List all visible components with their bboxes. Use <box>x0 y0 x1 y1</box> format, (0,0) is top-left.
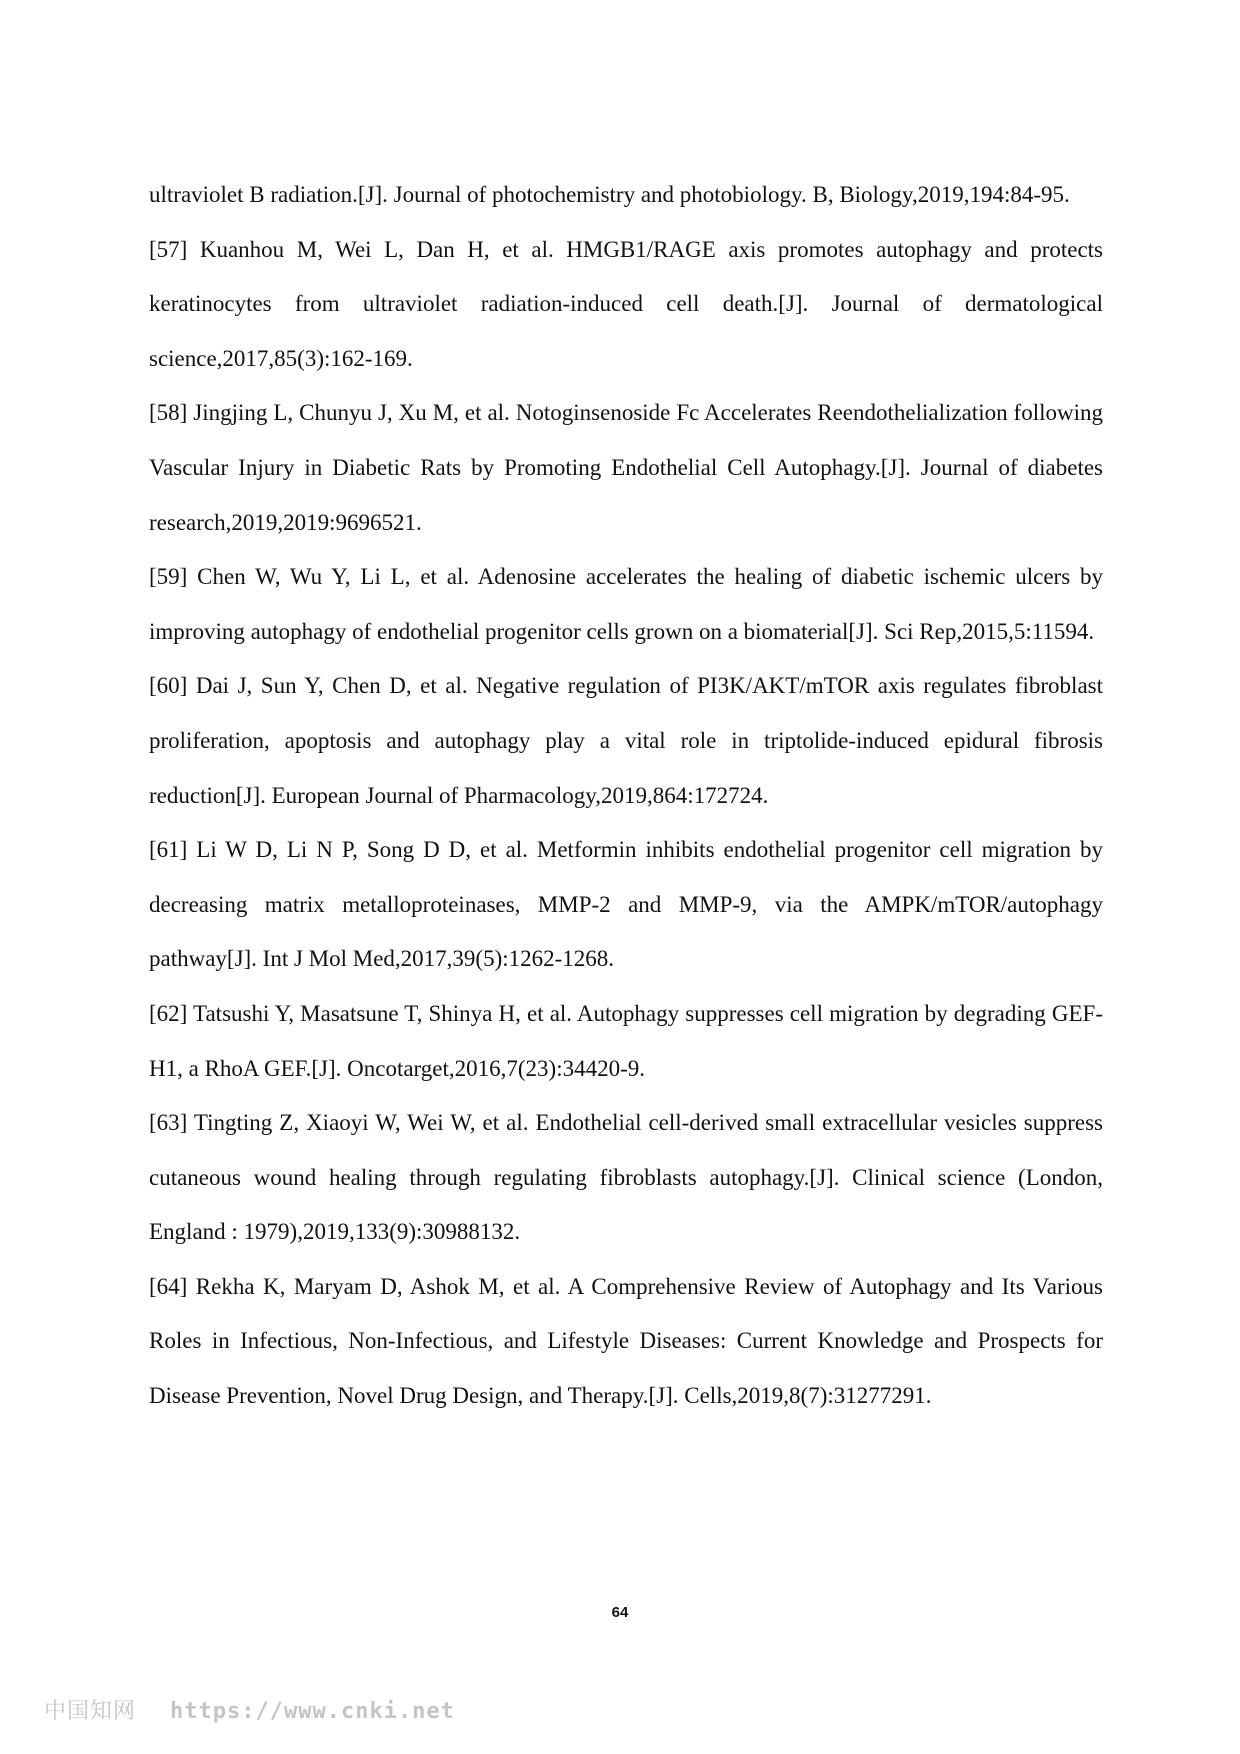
reference-entry-62: [62] Tatsushi Y, Masatsune T, Shinya H, et al. Autophagy suppresses cell migration by degrading GEF-H1, a RhoA GEF.[J]. Oncotarget,2016,7(23):34420-9. <box>149 1000 1103 1081</box>
reference-entry-57: [57] Kuanhou M, Wei L, Dan H, et al. HMGB1/RAGE axis promotes autophagy and protects keratinocytes from ultraviolet radiation-induced cell death.[J]. Journal of dermatological science,2017,85(3):162-169. <box>149 236 1103 371</box>
reference-entry-58: [58] Jingjing L, Chunyu J, Xu M, et al. Notoginsenoside Fc Accelerates Reendothelialization following Vascular Injury in Diabetic Rats by Promoting Endothelial Cell Autophagy.[J]. Journal of diabetes research,2019,2019:9696521. <box>149 400 1103 535</box>
reference-entry-64: [64] Rekha K, Maryam D, Ashok M, et al. A Comprehensive Review of Autophagy and Its Various Roles in Infectious, Non-Infectious, and Lifestyle Diseases: Current Knowledge and Prospects for Disease Prevention, Novel Drug Design, and Therapy.[J]. Cells,2019,8(7):31277291. <box>149 1273 1103 1409</box>
reference-entry-61: [61] Li W D, Li N P, Song D D, et al. Metformin inhibits endothelial progenitor cell migration by decreasing matrix metalloproteinases, MMP-2 and MMP-9, via the AMPK/mTOR/autophagy pathway[J]. Int J Mol Med,2017,39(5):1262-1268. <box>149 837 1103 972</box>
reference-entry-63: [63] Tingting Z, Xiaoyi W, Wei W, et al. Endothelial cell-derived small extracellular vesicles suppress cutaneous wound healing through regulating fibroblasts autophagy.[J]. Clinical science (London, England : 1979),2019,133(9):30988132. <box>149 1110 1103 1245</box>
reference-entry-continued: ultraviolet B radiation.[J]. Journal of photochemistry and photobiology. B, Biology,2019,194:84-95. <box>149 182 1070 207</box>
watermark-url: https://www.cnki.net <box>170 1699 455 1724</box>
reference-list <box>149 168 1103 1424</box>
reference-entry-60: [60] Dai J, Sun Y, Chen D, et al. Negative regulation of PI3K/AKT/mTOR axis regulates fibroblast proliferation, apoptosis and autophagy play a vital role in triptolide-induced epidural fibrosis reduction[J]. European Journal of Pharmacology,2019,864:172724. <box>149 673 1103 808</box>
page-number: 64 <box>611 1604 629 1621</box>
cnki-watermark <box>44 1694 455 1725</box>
reference-entry-59: [59] Chen W, Wu Y, Li L, et al. Adenosine accelerates the healing of diabetic ischemic ulcers by improving autophagy of endothelial progenitor cells grown on a biomaterial[J]. Sci Rep,2015,5:11594. <box>149 564 1103 644</box>
watermark-site-name: 中国知网 <box>44 1699 137 1724</box>
